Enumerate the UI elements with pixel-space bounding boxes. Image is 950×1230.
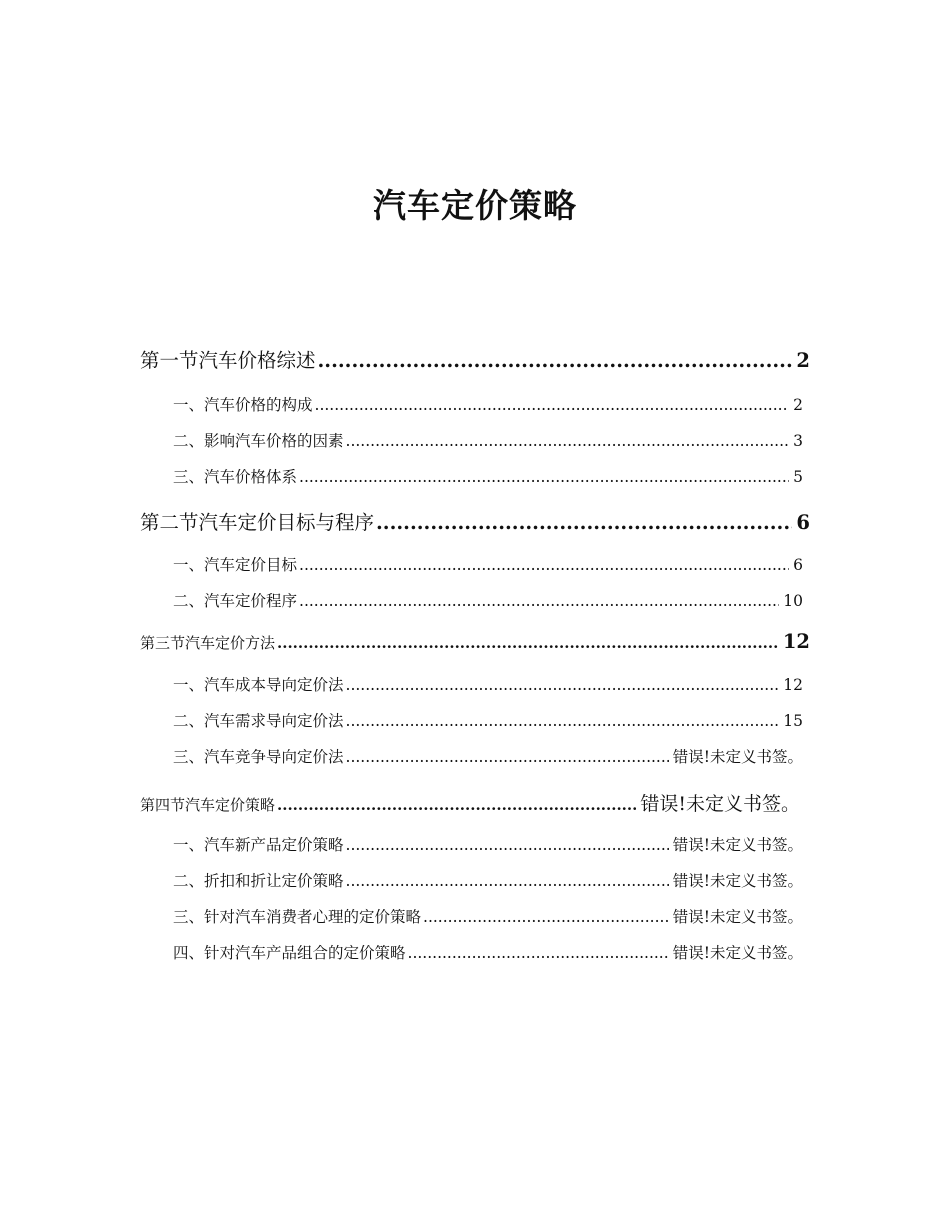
toc-entry-label: 一、汽车新产品定价策略 [173,836,344,854]
toc-entry-page: 10 [783,592,803,610]
toc-entry-label: 三、汽车价格体系 [173,468,298,486]
toc-dot-leader [299,468,789,486]
toc-entry-page-error: 错误!未定义书签。 [672,872,803,890]
toc-entry-page: 12 [783,676,803,694]
document-title: 汽车定价策略 [373,186,577,225]
toc-entry-section-1[interactable] [140,345,810,373]
toc-entry-label: 三、针对汽车消费者心理的定价策略 [173,908,422,926]
toc-dot-leader [346,836,669,854]
toc-dot-leader [376,511,792,534]
toc-entry-section-2[interactable] [140,507,810,535]
toc-dot-leader [318,349,793,372]
toc-dot-leader [346,748,669,766]
toc-entry-label: 二、汽车需求导向定价法 [173,712,344,730]
toc-dot-leader [346,712,780,730]
toc-dot-leader [277,634,779,652]
toc-entry-3-3[interactable] [173,745,803,767]
toc-entry-4-2[interactable] [173,869,803,891]
toc-entry-section-4[interactable] [140,789,800,816]
toc-dot-leader [346,432,790,450]
toc-dot-leader [299,556,789,574]
toc-entry-page-error: 错误!未定义书签。 [672,944,803,962]
toc-entry-page-error: 错误!未定义书签。 [672,908,803,926]
toc-dot-leader [423,908,669,926]
toc-entry-3-1[interactable] [173,673,803,695]
toc-entry-page-error: 错误!未定义书签。 [672,748,803,766]
toc-entry-page: 6 [793,556,803,574]
toc-dot-leader [277,796,636,814]
toc-entry-1-1[interactable] [173,393,803,415]
toc-entry-page: 3 [793,432,803,450]
toc-entry-label: 第四节汽车定价策略 [140,796,276,814]
toc-entry-4-3[interactable] [173,905,803,927]
toc-entry-label: 二、折扣和折让定价策略 [173,872,344,890]
toc-entry-label: 第三节汽车定价方法 [140,634,276,652]
toc-entry-page: 6 [796,511,810,534]
toc-entry-section-3[interactable] [140,630,810,653]
toc-entry-page: 5 [793,468,803,486]
toc-dot-leader [346,676,780,694]
toc-entry-4-4[interactable] [173,941,803,963]
toc-entry-label: 第二节汽车定价目标与程序 [140,511,375,534]
toc-dot-leader [346,872,669,890]
toc-entry-page: 2 [793,396,803,414]
toc-entry-1-2[interactable] [173,429,803,451]
toc-entry-page: 12 [782,630,810,653]
toc-entry-page: 2 [796,349,810,372]
toc-entry-label: 第一节汽车价格综述 [140,349,316,372]
toc-entry-page-error: 错误!未定义书签。 [672,836,803,854]
toc-dot-leader [408,944,669,962]
toc-entry-4-1[interactable] [173,833,803,855]
toc-entry-page-error: 错误!未定义书签。 [640,793,800,815]
toc-entry-label: 三、汽车竞争导向定价法 [173,748,344,766]
toc-entry-page: 15 [783,712,803,730]
toc-entry-label: 一、汽车价格的构成 [173,396,313,414]
toc-dot-leader [315,396,790,414]
toc-entry-2-2[interactable] [173,589,803,611]
toc-dot-leader [299,592,779,610]
toc-entry-label: 四、针对汽车产品组合的定价策略 [173,944,406,962]
toc-entry-1-3[interactable] [173,465,803,487]
toc-entry-3-2[interactable] [173,709,803,731]
toc-entry-label: 一、汽车定价目标 [173,556,298,574]
toc-entry-label: 二、影响汽车价格的因素 [173,432,344,450]
toc-entry-2-1[interactable] [173,553,803,575]
toc-entry-label: 二、汽车定价程序 [173,592,298,610]
toc-entry-label: 一、汽车成本导向定价法 [173,676,344,694]
